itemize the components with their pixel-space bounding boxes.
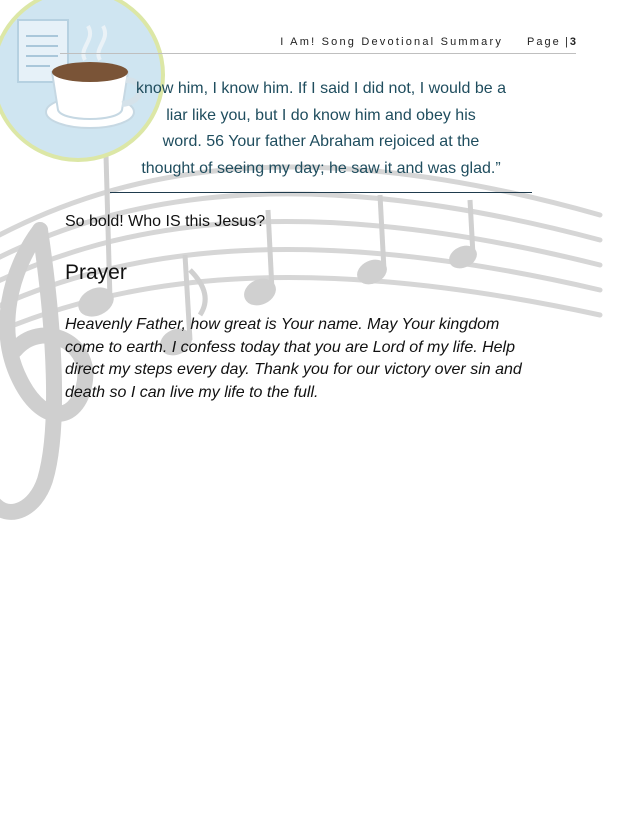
prayer-text — [65, 314, 585, 404]
prayer-line: Heavenly Father, how great is Your name. May Your kingdom — [65, 316, 500, 333]
header-page-number: 3 — [569, 36, 576, 48]
prayer-line: direct my steps every day. Thank you for our victory over sin and — [65, 361, 522, 378]
header-page-label: Page — [527, 36, 561, 48]
quote-line: know him, I know him. If I said I did not, I would be a — [136, 80, 506, 97]
quote-line: liar like you, but I do know him and obey his — [166, 106, 476, 124]
prayer-line: death so I can live my life to the full. — [65, 383, 319, 401]
quote-line: thought of seeing my day; he saw it and was glad.” — [141, 159, 501, 177]
header-title: I Am! Song Devotional Summary — [280, 36, 504, 48]
page-header — [60, 36, 576, 54]
prayer-heading: Prayer — [65, 261, 127, 284]
quote-line: word. 56 Your father Abraham rejoiced at the — [162, 133, 480, 150]
prayer-line: come to earth. I confess today that you are Lord of my life. Help — [65, 338, 516, 356]
comment-text: So bold! Who IS this Jesus? — [65, 213, 266, 230]
quote-divider — [110, 192, 532, 193]
header-separator: | — [565, 36, 568, 48]
scripture-quote — [110, 76, 532, 182]
